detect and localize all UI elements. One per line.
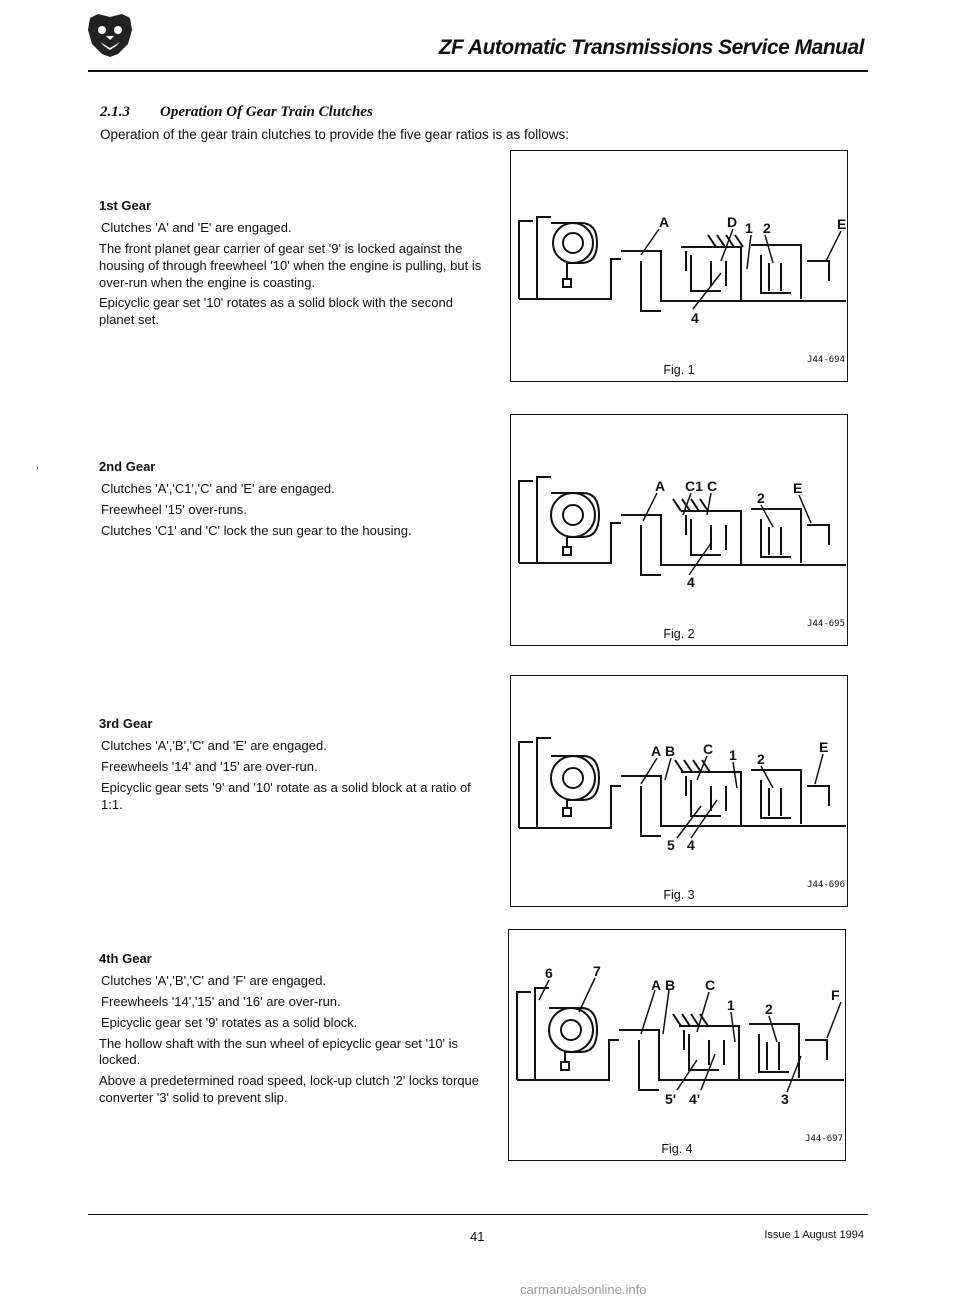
figure-label: 2 (765, 1001, 773, 1017)
gear-paragraph: Epicyclic gear set '9' rotates as a solid block. (101, 1014, 358, 1030)
gear-heading: 1st Gear (99, 198, 152, 213)
figure-code: J44-695 (807, 619, 845, 629)
figure-label: 2 (757, 751, 765, 767)
figure-label: 1 (745, 220, 753, 236)
gear-paragraph: Clutches 'A','B','C' and 'F' are engaged. (101, 972, 327, 988)
gear-train-diagram (509, 930, 845, 1160)
figure-label: A (655, 478, 666, 494)
section-heading (100, 104, 373, 121)
gear-paragraph: Clutches 'A','B','C' and 'E' are engaged. (101, 737, 327, 753)
figure-label: C (707, 478, 718, 494)
figure-label: E (819, 739, 829, 755)
issue-date: Issue 1 August 1994 (764, 1229, 864, 1241)
gear-block-4 (99, 951, 489, 1111)
gear-paragraph: Clutches 'A','C1','C' and 'E' are engaged. (101, 480, 335, 496)
manual-title: ZF Automatic Transmissions Service Manual (438, 36, 864, 59)
figure-3 (510, 675, 848, 907)
header-divider (88, 70, 868, 72)
figure-code: J44-696 (807, 880, 845, 890)
figure-1 (510, 150, 848, 382)
gear-train-diagram (511, 415, 847, 645)
figure-label: 4 (691, 310, 699, 326)
gear-heading: 3rd Gear (99, 716, 153, 731)
figure-code: J44-694 (807, 355, 845, 365)
stray-mark: , (36, 460, 39, 471)
figure-label: C1 (685, 478, 703, 494)
intro-text: Operation of the gear train clutches to provide the five gear ratios is as follows: (100, 127, 569, 142)
figure-caption: Fig. 2 (663, 627, 695, 641)
figure-label: 7 (593, 963, 601, 979)
gear-heading: 4th Gear (99, 951, 152, 966)
gear-paragraph: Epicyclic gear set '10' rotates as a solid block with the second planet set. (99, 295, 453, 328)
section-title: Operation Of Gear Train Clutches (160, 104, 373, 120)
figure-label: F (831, 987, 840, 1003)
figure-label: 4 (687, 574, 695, 590)
gear-paragraph: Freewheels '14' and '15' are over-run. (101, 758, 318, 774)
figure-label: E (837, 216, 847, 232)
gear-train-diagram (511, 151, 847, 381)
figure-label: D (727, 214, 738, 230)
gear-paragraph: Clutches 'C1' and 'C' lock the sun gear to the housing. (101, 522, 412, 538)
figure-caption: Fig. 4 (661, 1142, 693, 1156)
figure-label: B (665, 743, 676, 759)
figure-label: A (651, 977, 662, 993)
section-number: 2.1.3 (100, 104, 130, 120)
page-number: 41 (470, 1229, 485, 1244)
figure-label: C (705, 977, 716, 993)
figure-2 (510, 414, 848, 646)
figure-label: A (659, 214, 670, 230)
figure-code: J44-697 (805, 1134, 843, 1144)
figure-label: 5 (667, 837, 675, 853)
figure-4 (508, 929, 846, 1161)
figure-label: 3 (781, 1091, 789, 1107)
figure-label: 1 (727, 997, 735, 1013)
figure-label: 1 (729, 747, 737, 763)
gear-paragraph: Clutches 'A' and 'E' are engaged. (101, 219, 292, 235)
figure-label: 5' (665, 1091, 677, 1107)
gear-paragraph: Epicyclic gear sets '9' and '10' rotate as a solid block at a ratio of 1:1. (101, 779, 471, 812)
gear-train-diagram (511, 676, 847, 906)
footer-divider (88, 1214, 868, 1215)
figure-label: 6 (545, 965, 553, 981)
gear-block-1 (99, 198, 489, 333)
gear-paragraph: The hollow shaft with the sun wheel of epicyclic gear set '10' is locked. (99, 1035, 459, 1068)
jaguar-logo-icon (84, 12, 136, 58)
gear-heading: 2nd Gear (99, 459, 156, 474)
gear-paragraph: Freewheels '14','15' and '16' are over-run. (101, 993, 341, 1009)
figure-label: E (793, 480, 803, 496)
gear-block-3 (99, 716, 489, 817)
figure-caption: Fig. 3 (663, 888, 695, 902)
figure-caption: Fig. 1 (663, 363, 695, 377)
figure-label: C (703, 741, 714, 757)
watermark: carmanualsonline.info (520, 1282, 647, 1297)
figure-label: 4 (687, 837, 695, 853)
gear-paragraph: Above a predetermined road speed, lock-up clutch '2' locks torque converter '3' solid to prevent slip. (99, 1073, 480, 1106)
gear-paragraph: Freewheel '15' over-runs. (101, 501, 247, 517)
figure-label: 2 (763, 220, 771, 236)
gear-block-2 (99, 459, 489, 544)
gear-paragraph: The front planet gear carrier of gear set '9' is locked against the housing of through freewheel '10' when the engine is pulling, but is over-run when the engine is coasting. (99, 240, 482, 290)
figure-label: B (665, 977, 676, 993)
figure-label: 4' (689, 1091, 701, 1107)
figure-label: 2 (757, 490, 765, 506)
figure-label: A (651, 743, 662, 759)
